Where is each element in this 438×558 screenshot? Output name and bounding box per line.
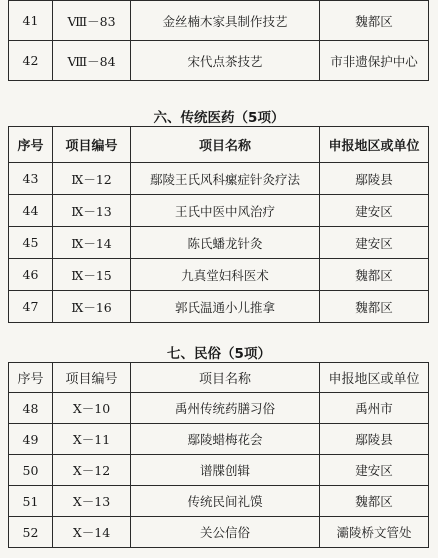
project-name: 禹州传统药膳习俗 — [131, 393, 320, 424]
table-row — [9, 486, 429, 517]
project-name: 金丝楠木家具制作技艺 — [131, 1, 320, 41]
table-row — [9, 163, 429, 195]
header-name: 项目名称 — [131, 127, 320, 163]
section-title-folk-customs: 七、民俗（5项） — [167, 346, 271, 362]
row-number: 51 — [9, 486, 53, 517]
table-traditional-crafts-continued — [8, 0, 429, 81]
project-code: Ⅸ－16 — [53, 291, 131, 323]
header-code: 项目编号 — [53, 127, 131, 163]
row-number: 48 — [9, 393, 53, 424]
region: 市非遗保护中心 — [320, 41, 429, 81]
project-name: 陈氏蟠龙针灸 — [131, 227, 320, 259]
table-row — [9, 291, 429, 323]
project-code: Ⅹ－14 — [53, 517, 131, 548]
row-number: 41 — [9, 1, 53, 41]
project-code: Ⅹ－10 — [53, 393, 131, 424]
project-name: 宋代点茶技艺 — [131, 41, 320, 81]
row-number: 43 — [9, 163, 53, 195]
project-code: Ⅹ－13 — [53, 486, 131, 517]
region: 灞陵桥文管处 — [320, 517, 429, 548]
region: 魏都区 — [320, 259, 429, 291]
section-title-traditional-medicine: 六、传统医药（5项） — [153, 110, 285, 126]
row-number: 50 — [9, 455, 53, 486]
header-number: 序号 — [9, 363, 53, 393]
table-header-row — [9, 363, 429, 393]
project-code: Ⅸ－12 — [53, 163, 131, 195]
project-name: 谱牒创辑 — [131, 455, 320, 486]
project-code: Ⅸ－15 — [53, 259, 131, 291]
region: 建安区 — [320, 195, 429, 227]
row-number: 42 — [9, 41, 53, 81]
table-traditional-medicine — [8, 126, 429, 323]
table-row — [9, 455, 429, 486]
table-row — [9, 393, 429, 424]
row-number: 45 — [9, 227, 53, 259]
region: 魏都区 — [320, 291, 429, 323]
row-number: 47 — [9, 291, 53, 323]
region: 鄢陵县 — [320, 424, 429, 455]
table-row — [9, 41, 429, 81]
region: 鄢陵县 — [320, 163, 429, 195]
table-header-row — [9, 127, 429, 163]
table-row — [9, 227, 429, 259]
project-name: 郭氏温通小儿推拿 — [131, 291, 320, 323]
table-row — [9, 259, 429, 291]
table-folk-customs — [8, 362, 429, 548]
region: 建安区 — [320, 455, 429, 486]
table-row — [9, 1, 429, 41]
project-name: 鄢陵王氏风科瘰症针灸疗法 — [131, 163, 320, 195]
row-number: 52 — [9, 517, 53, 548]
project-name: 关公信俗 — [131, 517, 320, 548]
project-name: 王氏中医中风治疗 — [131, 195, 320, 227]
region: 建安区 — [320, 227, 429, 259]
project-code: Ⅹ－12 — [53, 455, 131, 486]
header-code: 项目编号 — [53, 363, 131, 393]
header-number: 序号 — [9, 127, 53, 163]
project-code: Ⅷ－84 — [53, 41, 131, 81]
row-number: 46 — [9, 259, 53, 291]
table-row — [9, 517, 429, 548]
header-name: 项目名称 — [131, 363, 320, 393]
project-code: Ⅸ－13 — [53, 195, 131, 227]
header-region: 申报地区或单位 — [320, 127, 429, 163]
project-name: 九真堂妇科医术 — [131, 259, 320, 291]
table-row — [9, 195, 429, 227]
region: 魏都区 — [320, 1, 429, 41]
region: 魏都区 — [320, 486, 429, 517]
project-name: 鄢陵蜡梅花会 — [131, 424, 320, 455]
table-row — [9, 424, 429, 455]
project-code: Ⅹ－11 — [53, 424, 131, 455]
header-region: 申报地区或单位 — [320, 363, 429, 393]
project-code: Ⅸ－14 — [53, 227, 131, 259]
row-number: 44 — [9, 195, 53, 227]
row-number: 49 — [9, 424, 53, 455]
project-name: 传统民间礼馍 — [131, 486, 320, 517]
project-code: Ⅷ－83 — [53, 1, 131, 41]
region: 禹州市 — [320, 393, 429, 424]
